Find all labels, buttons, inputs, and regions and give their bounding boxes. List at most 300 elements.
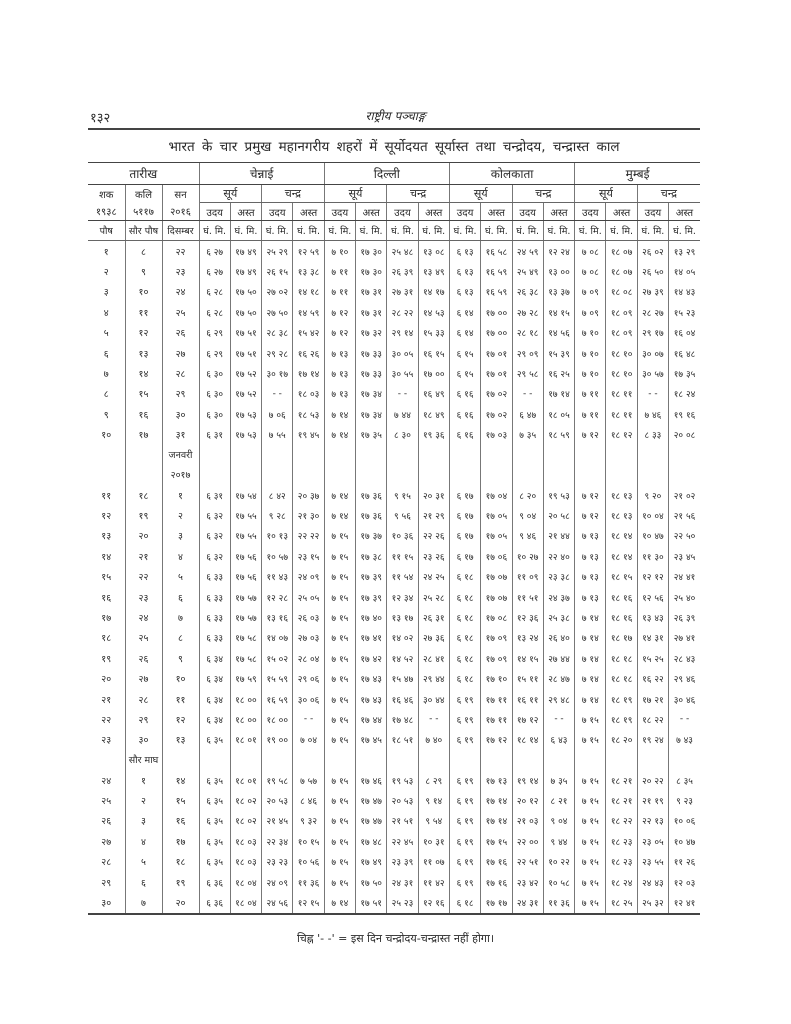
mumbai-moonrise: २३ ५५ [637,852,668,872]
delhi-sunrise: ७ १४ [324,425,355,445]
empty-cell [669,445,700,465]
shaka-date: ६ [88,343,125,363]
delhi-sunrise: ७ ११ [324,261,355,281]
chennai-moonset: - - [293,709,324,729]
section-label: सौर माघ [125,750,162,770]
empty-cell [606,445,637,465]
mumbai-sunset: १८ २५ [606,892,637,913]
kali-date: २५ [125,628,162,648]
mumbai-sunset: १८ ०९ [606,323,637,343]
month-shaka: पौष [88,221,125,241]
set-header: अस्त [356,203,387,221]
running-head: राष्ट्रीय पञ्चाङ्ग [365,109,426,123]
mumbai-moonrise: ७ ४६ [637,404,668,424]
kolkata-moonset: १२ २४ [543,241,574,262]
empty-cell [575,445,606,465]
chennai-moonrise: २४ ५६ [262,892,293,913]
kolkata-moonset: १४ १५ [543,302,574,322]
delhi-moonset: १६ १५ [418,343,449,363]
delhi-moonset: १५ ३३ [418,323,449,343]
kolkata-moonset: १० ५८ [543,872,574,892]
kolkata-moonset: ११ ३६ [543,892,574,913]
kali-date: १९ [125,505,162,525]
chennai-sunrise: ६ २९ [199,323,230,343]
table-row [88,648,700,668]
chennai-moonset: १९ ४५ [293,425,324,445]
kolkata-sunrise: ६ १४ [449,302,480,322]
mumbai-sunrise: ७ १५ [575,811,606,831]
kolkata-moonset: ७ ३५ [543,770,574,790]
table-row [88,566,700,586]
delhi-moonrise: २८ २२ [387,302,418,322]
empty-cell [481,750,512,770]
mumbai-moonset: १८ २४ [669,384,700,404]
footnote: चिह्न '- -' = इस दिन चन्द्रोदय-चन्द्रास्त नहीं होगा। [296,932,495,945]
chennai-sunset: १७ ५१ [230,343,261,363]
rise-header: उदय [575,203,606,221]
kolkata-sunrise: ६ १९ [449,872,480,892]
unit-label: घं. मि. [324,221,355,241]
mumbai-moonrise: १० ०४ [637,505,668,525]
shaka-date: १६ [88,587,125,607]
empty-cell [324,445,355,465]
empty-cell [162,750,199,770]
delhi-moonrise: १५ ४७ [387,668,418,688]
kali-date: १८ [125,485,162,505]
delhi-sunset: १७ ४७ [356,811,387,831]
chennai-sunset: १७ ५० [230,302,261,322]
kolkata-sunset: १७ ०९ [481,628,512,648]
shaka-date: २४ [88,770,125,790]
mumbai-sunrise: ७ १० [575,363,606,383]
kolkata-sunset: १७ ०० [481,302,512,322]
kolkata-sunrise: ६ १७ [449,505,480,525]
table-row [88,668,700,688]
chennai-moonrise: १५ ०२ [262,648,293,668]
delhi-moonrise: २२ ४५ [387,831,418,851]
chennai-moonrise: १८ ०० [262,709,293,729]
mumbai-sunrise: ७ १२ [575,505,606,525]
san-date: २ [162,505,199,525]
shaka-date: १३ [88,526,125,546]
empty-cell [387,445,418,465]
shaka-date: २१ [88,689,125,709]
mumbai-sunset: १८ ०७ [606,261,637,281]
delhi-moonrise: - - [387,384,418,404]
empty-cell [199,750,230,770]
shaka-date: ५ [88,323,125,343]
kolkata-moonrise: १३ २४ [512,628,543,648]
mumbai-moonset: १० ०६ [669,811,700,831]
set-header: अस्त [293,203,324,221]
delhi-sunrise: ७ १५ [324,852,355,872]
kolkata-sunset: १७ ०७ [481,566,512,586]
empty-cell [88,465,125,485]
san-date: १५ [162,790,199,810]
kolkata-sunrise: ६ १८ [449,587,480,607]
shaka-date: २५ [88,790,125,810]
shaka-date: २० [88,668,125,688]
chennai-moonrise: १० १३ [262,526,293,546]
shaka-date: २९ [88,872,125,892]
chennai-sunrise: ६ ३१ [199,485,230,505]
kolkata-sunrise: ६ १९ [449,689,480,709]
delhi-sunset: १७ ४४ [356,709,387,729]
san-date: १२ [162,709,199,729]
chennai-moonrise: १९ ०० [262,730,293,750]
chennai-moonset: १६ २६ [293,343,324,363]
chennai-sunset: १७ ५६ [230,546,261,566]
mumbai-moonset: १२ ०३ [669,872,700,892]
shaka-date: ४ [88,302,125,322]
chennai-sunrise: ६ ३४ [199,648,230,668]
delhi-sunset: १७ ४३ [356,668,387,688]
table-row [88,709,700,729]
kali-date: १३ [125,343,162,363]
header-rule [88,128,700,130]
delhi-sunset: १७ ४८ [356,831,387,851]
mumbai-sunrise: ७ १४ [575,648,606,668]
mumbai-sunrise: ७ १५ [575,852,606,872]
san-date: १९ [162,872,199,892]
delhi-sunset: १७ ४० [356,607,387,627]
san-year: २०१६ [162,203,199,221]
delhi-sunset: १७ ३३ [356,343,387,363]
delhi-sunrise: ७ १५ [324,831,355,851]
delhi-sunrise: ७ १३ [324,363,355,383]
kolkata-moonrise: १० २७ [512,546,543,566]
mumbai-sunset: १८ १९ [606,709,637,729]
kolkata-sunrise: ६ १३ [449,241,480,262]
chennai-sunrise: ६ ३० [199,404,230,424]
chennai-moonrise: ८ ४२ [262,485,293,505]
chennai-moonrise: १२ २८ [262,587,293,607]
mumbai-sunrise: ७ १५ [575,709,606,729]
kolkata-moonrise: १६ ११ [512,689,543,709]
kolkata-sunrise: ६ १९ [449,709,480,729]
table-row [88,892,700,913]
chennai-moonset: २९ ०६ [293,668,324,688]
mumbai-moonrise: २५ ३२ [637,892,668,913]
delhi-moonset: ९ १४ [418,790,449,810]
mumbai-moonset: १६ ४८ [669,343,700,363]
chennai-sunset: १७ ५३ [230,404,261,424]
unit-label: घं. मि. [356,221,387,241]
kolkata-sunset: १७ १६ [481,872,512,892]
delhi-moonrise: २७ ३१ [387,282,418,302]
delhi-moonrise: ९ १५ [387,485,418,505]
delhi-sunrise: ७ १४ [324,404,355,424]
shaka-date: २८ [88,852,125,872]
delhi-moonset: २८ ४१ [418,648,449,668]
page-number: १३२ [90,111,111,126]
chennai-sunset: १७ ५६ [230,566,261,586]
chennai-sunrise: ६ ३३ [199,607,230,627]
kolkata-moonrise: २२ ०० [512,831,543,851]
kolkata-sunrise: ६ १५ [449,343,480,363]
kali-date: १४ [125,363,162,383]
chennai-moonrise: २४ ०९ [262,872,293,892]
kolkata-sunset: १७ ०३ [481,425,512,445]
delhi-moonrise: ९ ५६ [387,505,418,525]
san-date: ३१ [162,425,199,445]
delhi-sunrise: ७ १५ [324,668,355,688]
table-row [88,811,700,831]
san-date: ७ [162,607,199,627]
chennai-sunrise: ६ ३६ [199,872,230,892]
san-date: ४ [162,546,199,566]
chennai-moonrise: २२ ३४ [262,831,293,851]
mumbai-moonrise: २६ ०२ [637,241,668,262]
delhi-sunset: १७ ३६ [356,505,387,525]
delhi-moonrise: २१ ५१ [387,811,418,831]
chennai-moonrise: २३ २३ [262,852,293,872]
kolkata-moonrise: १७ १२ [512,709,543,729]
kolkata-moonset: ९ ०४ [543,811,574,831]
mumbai-sunrise: ७ १३ [575,566,606,586]
mumbai-moonset: २८ ४३ [669,648,700,668]
kolkata-moonrise: ११ ५१ [512,587,543,607]
san-date: १० [162,668,199,688]
section-label: २०१७ [162,465,199,485]
mumbai-sunrise: ७ ०९ [575,282,606,302]
chennai-moonset: २० ३७ [293,485,324,505]
mumbai-moonrise: २३ ०५ [637,831,668,851]
san-date: २३ [162,261,199,281]
kolkata-moonset: २३ ३८ [543,566,574,586]
set-header: अस्त [543,203,574,221]
chennai-sunset: १८ ०४ [230,872,261,892]
chennai-sunset: १७ ५५ [230,505,261,525]
kolkata-sunset: १६ ५९ [481,261,512,281]
chennai-sunset: १७ ५५ [230,526,261,546]
chennai-moonrise: २६ १५ [262,261,293,281]
kolkata-moonrise: २६ ३८ [512,282,543,302]
kolkata-moonrise: १२ ३६ [512,607,543,627]
chennai-sunrise: ६ २७ [199,261,230,281]
mumbai-sunset: १८ ११ [606,384,637,404]
delhi-moonrise: १६ ४६ [387,689,418,709]
unit-label: घं. मि. [293,221,324,241]
delhi-moonset: २१ २९ [418,505,449,525]
kali-date: ११ [125,302,162,322]
kolkata-sunrise: ६ १४ [449,323,480,343]
delhi-moonset: १४ ५३ [418,302,449,322]
delhi-sunrise: ७ १५ [324,587,355,607]
kolkata-moonrise: २९ ०९ [512,343,543,363]
kolkata-moonset: ८ २१ [543,790,574,810]
kolkata-moonset: २६ ४० [543,628,574,648]
delhi-moonrise: १४ ५२ [387,648,418,668]
delhi-sunset: १७ ४३ [356,689,387,709]
kolkata-sunset: १७ ०६ [481,546,512,566]
chennai-sunset: १७ ४९ [230,261,261,281]
kolkata-sunrise: ६ १६ [449,404,480,424]
chennai-sunset: १८ ०१ [230,770,261,790]
empty-cell [512,750,543,770]
shaka-date: ११ [88,485,125,505]
empty-cell [637,750,668,770]
delhi-sunset: १७ ३२ [356,323,387,343]
mumbai-moonrise: १४ ३१ [637,628,668,648]
chennai-sunset: १७ ५७ [230,607,261,627]
empty-cell [356,465,387,485]
month-kali: सौर पौष [125,221,162,241]
chennai-sunrise: ६ ३५ [199,811,230,831]
mumbai-moonrise: ३० ०७ [637,343,668,363]
mumbai-sunrise: ७ ०८ [575,261,606,281]
delhi-sunset: १७ ४७ [356,790,387,810]
city-header-mumbai: मुम्बई [575,163,700,185]
mumbai-moonrise: १६ २२ [637,668,668,688]
delhi-moonset: १७ ०० [418,363,449,383]
chennai-moonrise: २५ २९ [262,241,293,262]
kali-date: २८ [125,689,162,709]
kali-date: १७ [125,425,162,445]
delhi-sunrise: ७ १५ [324,872,355,892]
shaka-date: १८ [88,628,125,648]
kolkata-sunset: १७ ०१ [481,363,512,383]
mumbai-moonrise: २४ ४३ [637,872,668,892]
kolkata-moonrise: २५ ४९ [512,261,543,281]
delhi-sunrise: ७ १४ [324,505,355,525]
chennai-moonset: २६ ०३ [293,607,324,627]
chennai-moonset: ७ ५७ [293,770,324,790]
shaka-date: २२ [88,709,125,729]
kolkata-moonrise: २४ ५९ [512,241,543,262]
chennai-moonrise: १५ ५९ [262,668,293,688]
empty-cell [543,750,574,770]
kolkata-sunset: १७ ०२ [481,404,512,424]
delhi-moonrise: २६ ३९ [387,261,418,281]
kolkata-moonset: ६ ४३ [543,730,574,750]
san-date: २६ [162,323,199,343]
rise-header: उदय [199,203,230,221]
delhi-sunrise: ७ १५ [324,546,355,566]
mumbai-moonrise: १७ २१ [637,689,668,709]
table-title: भारत के चार प्रमुख महानगरीय शहरों में सूर्योदयत सूर्यास्त तथा चन्द्रोदय, चन्द्रास्त काल [168,139,620,155]
chennai-moonset: २४ ०९ [293,566,324,586]
chennai-sunrise: ६ ३० [199,363,230,383]
unit-label: घं. मि. [669,221,700,241]
kolkata-moonrise: ९ ४६ [512,526,543,546]
delhi-moonrise: १० ३६ [387,526,418,546]
empty-cell [418,465,449,485]
kolkata-sunset: १७ १३ [481,770,512,790]
chennai-sunrise: ६ ३४ [199,689,230,709]
delhi-moonrise: १२ ३४ [387,587,418,607]
delhi-sunset: १७ ३० [356,261,387,281]
mumbai-moonrise: १९ २४ [637,730,668,750]
delhi-sunrise: ७ १५ [324,607,355,627]
kolkata-sunset: १७ ०५ [481,526,512,546]
san-date: ११ [162,689,199,709]
san-date: १७ [162,831,199,851]
kolkata-moonset: २८ ४७ [543,668,574,688]
mumbai-moonset: ११ २६ [669,852,700,872]
chennai-sunrise: ६ ३५ [199,770,230,790]
delhi-moonrise: १४ ०२ [387,628,418,648]
delhi-moonset: २२ २६ [418,526,449,546]
kolkata-sunset: १७ १६ [481,852,512,872]
mumbai-moonset: २२ ५० [669,526,700,546]
chennai-moonset: १४ ५९ [293,302,324,322]
mumbai-moonrise: २८ २७ [637,302,668,322]
kolkata-moonset: - - [543,709,574,729]
san-date: १३ [162,730,199,750]
delhi-moonset: २४ २५ [418,566,449,586]
san-date: ३ [162,526,199,546]
mumbai-moonset: १२ ४१ [669,892,700,913]
empty-cell [387,750,418,770]
shaka-date: २३ [88,730,125,750]
delhi-moonset: १० ३१ [418,831,449,851]
delhi-sunset: १७ ३० [356,241,387,262]
delhi-sunset: १७ ३८ [356,546,387,566]
kolkata-sunrise: ६ १९ [449,790,480,810]
unit-label: घं. मि. [481,221,512,241]
sun-moon-timings-table [88,163,700,915]
chennai-sunrise: ६ ३५ [199,730,230,750]
mumbai-moonrise: १२ ५६ [637,587,668,607]
delhi-moonset: १३ ४९ [418,261,449,281]
kolkata-sunrise: ६ १८ [449,668,480,688]
delhi-sunset: १७ ३९ [356,566,387,586]
delhi-sunrise: ७ १५ [324,628,355,648]
delhi-moonset: १८ ४९ [418,404,449,424]
table-row [88,628,700,648]
kolkata-sunrise: ६ १९ [449,770,480,790]
empty-cell [293,750,324,770]
chennai-sunset: १७ ५८ [230,648,261,668]
chennai-moonset: २३ १५ [293,546,324,566]
table-row [88,526,700,546]
chennai-sunset: १८ ०१ [230,730,261,750]
delhi-sunrise: ७ १५ [324,730,355,750]
kolkata-sunset: १७ ०८ [481,607,512,627]
chennai-moonset: २७ ०३ [293,628,324,648]
rise-header: उदय [637,203,668,221]
shaka-date: ३० [88,892,125,913]
delhi-moonset: २० ३१ [418,485,449,505]
mumbai-sunrise: ७ १५ [575,730,606,750]
table-row [88,343,700,363]
city-header-kolkata: कोलकाता [449,163,574,185]
kolkata-moonrise: २७ २८ [512,302,543,322]
shaka-date: १० [88,425,125,445]
delhi-moonset: ११ ०७ [418,852,449,872]
delhi-sunrise: ७ ११ [324,282,355,302]
empty-cell [230,465,261,485]
chennai-sunrise: ६ २७ [199,241,230,262]
kolkata-moonrise: ७ ३५ [512,425,543,445]
chennai-moonrise: २८ ३८ [262,323,293,343]
kolkata-sunset: १७ ११ [481,709,512,729]
delhi-sunset: १७ ३४ [356,404,387,424]
sun-header: सूर्य [449,185,512,203]
table-row [88,404,700,424]
kolkata-moonrise: १९ १४ [512,770,543,790]
shaka-label: शक [88,185,125,203]
delhi-sunset: १७ ३४ [356,384,387,404]
chennai-moonrise: ७ ०६ [262,404,293,424]
chennai-sunset: १७ ५२ [230,363,261,383]
mumbai-sunrise: ७ १० [575,323,606,343]
kolkata-sunset: १७ १७ [481,892,512,913]
mumbai-sunset: १८ १३ [606,485,637,505]
delhi-sunset: १७ ५० [356,872,387,892]
chennai-moonrise: ३० १७ [262,363,293,383]
